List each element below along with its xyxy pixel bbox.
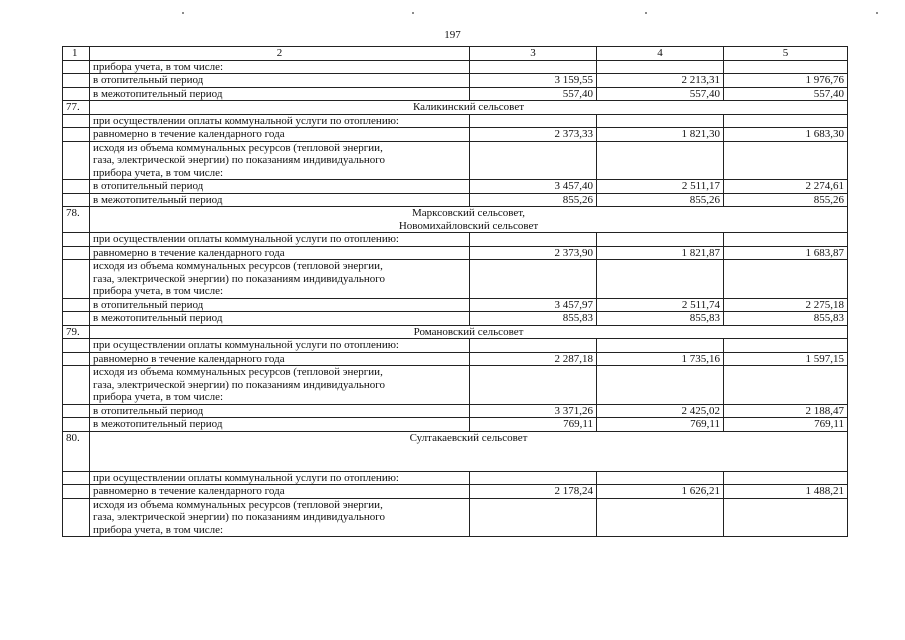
row-description: при осуществлении оплаты коммунальной услуги по отоплению: (90, 233, 470, 247)
row-index (63, 114, 90, 128)
value-cell-col5 (724, 498, 848, 537)
row-description: исходя из объема коммунальных ресурсов (тепловой энергии, газа, электрической энергии) по показаниям индивидуального прибора учета, в том числе: (90, 498, 470, 537)
row-description: исходя из объема коммунальных ресурсов (тепловой энергии, газа, электрической энергии) по показаниям индивидуального прибора учета, в том числе: (90, 141, 470, 180)
table-row (63, 87, 848, 101)
value-cell-col5 (724, 141, 848, 180)
row-index (63, 141, 90, 180)
value-cell-col4 (597, 114, 724, 128)
table-row (63, 471, 848, 485)
table-row (63, 366, 848, 405)
row-index (63, 260, 90, 299)
row-description: равномерно в течение календарного года (90, 246, 470, 260)
value-cell-col3: 2 373,90 (470, 246, 597, 260)
table-row (63, 352, 848, 366)
table-row (63, 233, 848, 247)
row-index (63, 366, 90, 405)
row-description: исходя из объема коммунальных ресурсов (тепловой энергии, газа, электрической энергии) по показаниям индивидуального прибора учета, в том числе: (90, 366, 470, 405)
row-index (63, 87, 90, 101)
value-cell-col3: 2 178,24 (470, 485, 597, 499)
scan-dot (876, 12, 878, 14)
value-cell-col4: 2 213,31 (597, 74, 724, 88)
value-cell-col4: 1 626,21 (597, 485, 724, 499)
value-cell-col3: 855,83 (470, 312, 597, 326)
value-cell-col3: 3 457,40 (470, 180, 597, 194)
row-description: исходя из объема коммунальных ресурсов (тепловой энергии, газа, электрической энергии) по показаниям индивидуального прибора учета, в том числе: (90, 260, 470, 299)
value-cell-col4: 2 425,02 (597, 404, 724, 418)
value-cell-col4: 769,11 (597, 418, 724, 432)
value-cell-col3 (470, 114, 597, 128)
table-section-row (63, 431, 848, 471)
row-description: в межотопительный период (90, 193, 470, 207)
value-cell-col5: 1 683,30 (724, 128, 848, 142)
table-row (63, 114, 848, 128)
row-index (63, 193, 90, 207)
table-row (63, 74, 848, 88)
value-cell-col4 (597, 260, 724, 299)
section-title: Султакаевский сельсовет (90, 431, 848, 471)
value-cell-col3: 855,26 (470, 193, 597, 207)
value-cell-col5: 2 188,47 (724, 404, 848, 418)
value-cell-col3 (470, 339, 597, 353)
value-cell-col4 (597, 366, 724, 405)
value-cell-col5: 557,40 (724, 87, 848, 101)
value-cell-col4: 557,40 (597, 87, 724, 101)
value-cell-col4: 1 735,16 (597, 352, 724, 366)
column-header: 4 (597, 47, 724, 61)
table-row (63, 193, 848, 207)
row-index (63, 498, 90, 537)
row-index: 80. (63, 431, 90, 471)
value-cell-col3: 557,40 (470, 87, 597, 101)
value-cell-col4: 855,26 (597, 193, 724, 207)
row-description: прибора учета, в том числе: (90, 60, 470, 74)
table-row (63, 246, 848, 260)
value-cell-col3 (470, 366, 597, 405)
row-index (63, 352, 90, 366)
row-index (63, 298, 90, 312)
value-cell-col3 (470, 260, 597, 299)
table-row (63, 418, 848, 432)
value-cell-col5: 855,26 (724, 193, 848, 207)
value-cell-col4 (597, 471, 724, 485)
table-section-row (63, 101, 848, 115)
row-index (63, 404, 90, 418)
section-title: Романовский сельсовет (90, 325, 848, 339)
value-cell-col3 (470, 141, 597, 180)
row-index (63, 180, 90, 194)
row-index (63, 418, 90, 432)
value-cell-col4: 2 511,17 (597, 180, 724, 194)
value-cell-col5: 1 683,87 (724, 246, 848, 260)
value-cell-col5 (724, 233, 848, 247)
table-row (63, 298, 848, 312)
section-title: Марксовский сельсовет, Новомихайловский сельсовет (90, 207, 848, 233)
value-cell-col5: 2 275,18 (724, 298, 848, 312)
scan-dot (645, 12, 647, 14)
row-index (63, 128, 90, 142)
row-description: в межотопительный период (90, 87, 470, 101)
column-header: 2 (90, 47, 470, 61)
row-description: при осуществлении оплаты коммунальной услуги по отоплению: (90, 339, 470, 353)
table-body (63, 47, 848, 537)
value-cell-col3 (470, 498, 597, 537)
row-index (63, 246, 90, 260)
table-row (63, 312, 848, 326)
value-cell-col3: 3 457,97 (470, 298, 597, 312)
value-cell-col5 (724, 366, 848, 405)
table-row (63, 141, 848, 180)
value-cell-col3: 3 159,55 (470, 74, 597, 88)
column-header: 5 (724, 47, 848, 61)
value-cell-col5 (724, 60, 848, 74)
table-section-row (63, 207, 848, 233)
table-row (63, 339, 848, 353)
value-cell-col5: 855,83 (724, 312, 848, 326)
value-cell-col4 (597, 339, 724, 353)
value-cell-col4: 2 511,74 (597, 298, 724, 312)
value-cell-col3: 769,11 (470, 418, 597, 432)
row-index (63, 339, 90, 353)
table-header-row (63, 47, 848, 61)
row-index (63, 485, 90, 499)
table-row (63, 485, 848, 499)
row-description: равномерно в течение календарного года (90, 485, 470, 499)
section-title: Каликинский сельсовет (90, 101, 848, 115)
table-row (63, 404, 848, 418)
value-cell-col3 (470, 471, 597, 485)
value-cell-col5: 1 976,76 (724, 74, 848, 88)
table-row (63, 60, 848, 74)
row-index (63, 74, 90, 88)
row-description: в отопительный период (90, 180, 470, 194)
value-cell-col5 (724, 471, 848, 485)
column-header: 3 (470, 47, 597, 61)
page-number: 197 (444, 29, 461, 41)
value-cell-col4 (597, 60, 724, 74)
value-cell-col5 (724, 260, 848, 299)
row-description: в отопительный период (90, 298, 470, 312)
row-description: в отопительный период (90, 404, 470, 418)
row-description: равномерно в течение календарного года (90, 128, 470, 142)
row-description: в межотопительный период (90, 312, 470, 326)
row-description: равномерно в течение календарного года (90, 352, 470, 366)
value-cell-col5: 769,11 (724, 418, 848, 432)
value-cell-col3 (470, 233, 597, 247)
row-description: в межотопительный период (90, 418, 470, 432)
value-cell-col4: 1 821,87 (597, 246, 724, 260)
value-cell-col5 (724, 114, 848, 128)
scan-artifacts (0, 12, 905, 18)
tariff-table (62, 46, 848, 537)
value-cell-col4: 855,83 (597, 312, 724, 326)
scan-dot (182, 12, 184, 14)
row-index: 79. (63, 325, 90, 339)
value-cell-col4: 1 821,30 (597, 128, 724, 142)
value-cell-col5: 1 488,21 (724, 485, 848, 499)
row-index (63, 471, 90, 485)
scan-dot (412, 12, 414, 14)
column-header: 1 (63, 47, 90, 61)
value-cell-col3: 3 371,26 (470, 404, 597, 418)
value-cell-col3: 2 287,18 (470, 352, 597, 366)
value-cell-col5: 1 597,15 (724, 352, 848, 366)
row-index (63, 60, 90, 74)
value-cell-col4 (597, 498, 724, 537)
row-index: 77. (63, 101, 90, 115)
table-row (63, 128, 848, 142)
value-cell-col5: 2 274,61 (724, 180, 848, 194)
row-index: 78. (63, 207, 90, 233)
value-cell-col5 (724, 339, 848, 353)
row-description: при осуществлении оплаты коммунальной услуги по отоплению: (90, 471, 470, 485)
table-row (63, 260, 848, 299)
row-description: в отопительный период (90, 74, 470, 88)
row-index (63, 233, 90, 247)
table-row (63, 180, 848, 194)
value-cell-col4 (597, 141, 724, 180)
value-cell-col4 (597, 233, 724, 247)
value-cell-col3: 2 373,33 (470, 128, 597, 142)
row-index (63, 312, 90, 326)
value-cell-col3 (470, 60, 597, 74)
row-description: при осуществлении оплаты коммунальной услуги по отоплению: (90, 114, 470, 128)
table-row (63, 498, 848, 537)
table-section-row (63, 325, 848, 339)
